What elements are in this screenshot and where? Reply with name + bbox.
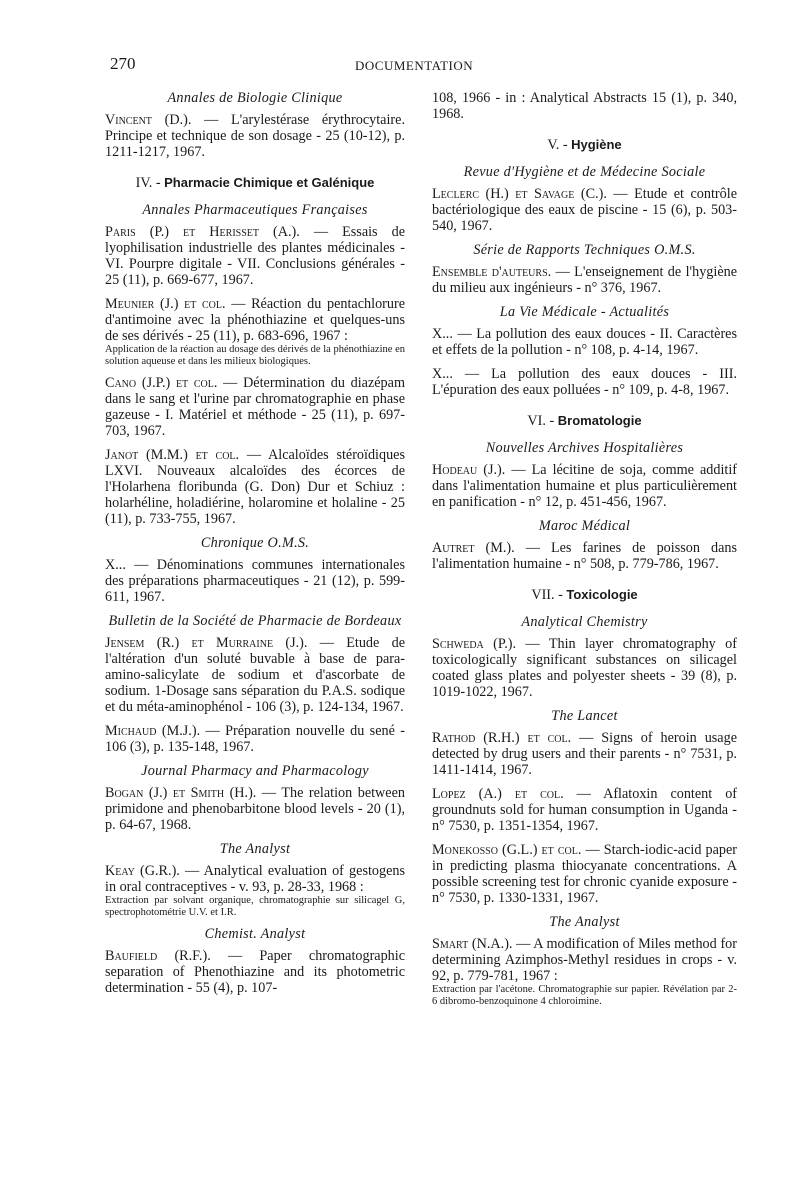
section-number: V. -: [547, 137, 568, 153]
page-number: 270: [110, 54, 136, 73]
section-heading: [432, 136, 737, 154]
bibliography-entry: [105, 447, 405, 527]
entry-author: Vincent (D.).: [105, 112, 192, 128]
entry-body: — Starch-iodic-acid paper in predicting plasma thiocyanate concentrations. A possible screening test for chronic cyanide exposure - n° 7530, p. 1330-1331, 1967.: [432, 842, 737, 906]
entry-body: — L'arylestérase érythrocytaire. Principe et technique de son dosage - 25 (10-12), p. 1211-1217, 1967.: [105, 112, 405, 160]
bibliography-entry: [105, 863, 405, 918]
entry-author: Meunier (J.) et col.: [105, 296, 226, 312]
bibliography-entry: [105, 112, 405, 160]
bibliography-entry: [432, 786, 737, 834]
bibliography-entry: [105, 224, 405, 288]
bibliography-entry: [105, 296, 405, 367]
entry-body: — La lécitine de soja, comme additif dans l'alimentation humaine et plus particulièrement en panification - n° 12, p. 451-456, 1967.: [432, 462, 738, 510]
section-title: Hygiène: [571, 137, 622, 152]
journal-title: Journal Pharmacy and Pharmacology: [141, 763, 369, 779]
entry-body: — Analytical evaluation of gestogens in oral contraceptives - v. 93, p. 28-33, 1968 :: [105, 863, 406, 895]
bibliography-entry: [105, 375, 405, 439]
left-column: [105, 90, 405, 1004]
section-number: VII. -: [531, 587, 563, 603]
bibliography-entry: [432, 540, 737, 572]
entry-body: — Préparation nouvelle du sené - 106 (3), p. 135-148, 1967.: [105, 723, 406, 755]
entry-author: Cano (J.P.) et col.: [105, 375, 218, 391]
entry-body: — Les farines de poisson dans l'alimentation humaine - n° 508, p. 779-786, 1967.: [432, 540, 738, 572]
section-heading: [432, 412, 737, 430]
entry-author: Baufield (R.F.).: [105, 948, 211, 964]
entry-author: X...: [105, 557, 126, 573]
entry-body: — Etude et contrôle bactériologique des eaux de piscine - 15 (6), p. 503-540, 1967.: [432, 186, 737, 234]
bibliography-entry: [432, 326, 737, 358]
entry-body: — Détermination du diazépam dans le sang et l'urine par chromatographie en phase gazeuse - I. Matériel et méthode - 25 (11), p. 697-703, 1967.: [105, 375, 405, 439]
bibliography-entry: [432, 186, 737, 234]
section-title: Bromatologie: [557, 413, 642, 428]
entry-author: Jensem (R.) et Murraine (J.).: [105, 635, 308, 651]
entry-author: Paris (P.) et Herisset (A.).: [105, 224, 300, 240]
bibliography-entry: [105, 557, 405, 605]
entry-author: Rathod (R.H.) et col.: [432, 730, 572, 746]
bibliography-entry: [432, 636, 737, 700]
running-head: DOCUMENTATION: [355, 58, 474, 73]
bibliography-entry: [432, 842, 737, 906]
entry-body: — L'enseignement de l'hygiène du milieu aux ingénieurs - n° 376, 1967.: [432, 264, 738, 296]
entry-author: Hodeau (J.).: [432, 462, 506, 478]
journal-title: The Analyst: [549, 914, 620, 930]
section-title: Pharmacie Chimique et Galénique: [164, 175, 375, 190]
entry-author: Keay (G.R.).: [105, 863, 180, 879]
journal-title: Annales Pharmaceutiques Françaises: [142, 202, 368, 218]
entry-body: — La pollution des eaux douces - III. L'épuration des eaux polluées - n° 109, p. 4-8, 1967.: [432, 366, 737, 398]
bibliography-entry: [105, 723, 405, 755]
entry-author: X...: [432, 326, 453, 342]
journal-title: The Analyst: [219, 841, 291, 857]
entry-body: — A modification of Miles method for determining Azimphos-Methyl residues in crops - v. 92, p. 779-781, 1967 :: [432, 936, 737, 984]
bibliography-entry: [105, 785, 405, 833]
bibliography-entry: [432, 366, 737, 398]
journal-title: Revue d'Hygiène et de Médecine Sociale: [463, 164, 706, 180]
entry-body: — Paper chromatographic separation of Phenothiazine and its photometric determination - 55 (4), p. 107-: [105, 948, 406, 996]
journal-title: La Vie Médicale - Actualités: [499, 304, 670, 320]
section-number: VI. -: [527, 413, 555, 429]
bibliography-entry: [105, 635, 405, 715]
entry-author: Autret (M.).: [432, 540, 515, 556]
journal-title: Chronique O.M.S.: [200, 535, 310, 551]
journal-title: Annales de Biologie Clinique: [167, 90, 343, 106]
entry-author: Smart (N.A.).: [432, 936, 513, 952]
entry-body: — Alcaloïdes stéroïdiques LXVI. Nouveaux alcaloïdes des écorces de l'Holarhena floribunda (G. Don) Dur et Schiuz : holarhéline, holadiérine, holaromine et holaline - 25 (11), p. 733-755, 1967.: [105, 447, 406, 527]
entry-note: Extraction par l'acétone. Chromatographie sur papier. Révélation par 2-6 dibromo-benzoquinone 4 chloroimine.: [432, 984, 737, 1007]
journal-title: Analytical Chemistry: [521, 614, 648, 630]
entry-body: — Essais de lyophilisation industrielle des plantes médicinales - VI. Pourpre digitale - VII. Conclusions générales - 25 (11), p. 669-677, 1967.: [105, 224, 406, 288]
bibliography-entry: [432, 730, 737, 778]
bibliography-entry: [432, 264, 737, 296]
entry-body: — Dénominations communes internationales des préparations pharmaceutiques - 21 (12), p. 599-611, 1967.: [105, 557, 405, 605]
entry-body: — Etude de l'altération d'un soluté buvable à base de para-amino-salicylate de sodium et d'ascorbate de sodium. 1-Dosage sans séparation du P.A.S. sodique et du méta-aminophénol - 106 (3), p. 124-134, 1967.: [105, 635, 406, 715]
entry-author: Janot (M.M.) et col.: [105, 447, 240, 463]
entry-body: — Aflatoxin content of groundnuts sold for human consumption in Uganda - n° 7530, p. 1351-1354, 1967.: [432, 786, 738, 834]
entry-author: Lopez (A.) et col.: [432, 786, 564, 802]
entry-body: — Réaction du pentachlorure d'antimoine avec la phénothiazine et quelques-uns de ses dérivés - 25 (11), p. 683-696, 1967 :: [105, 296, 405, 344]
entry-body: — Signs of heroin usage detected by drug users and their parents - n° 7531, p. 1411-1414, 1967.: [432, 730, 737, 778]
journal-title: Bulletin de la Société de Pharmacie de Bordeaux: [108, 613, 402, 629]
journal-title: Maroc Médical: [538, 518, 631, 534]
bibliography-entry: [105, 948, 405, 996]
section-number: IV. -: [135, 175, 161, 191]
journal-title: Nouvelles Archives Hospitalières: [485, 440, 684, 456]
entry-note: Extraction par solvant organique, chromatographie sur silicagel G, spectrophotométrie U.V. et I.R.: [105, 895, 405, 918]
entry-author: Schweda (P.).: [432, 636, 517, 652]
bibliography-entry: [432, 936, 737, 1007]
citation-continuation: 108, 1966 - in : Analytical Abstracts 15 (1), p. 340, 1968.: [432, 90, 737, 122]
entry-author: X...: [432, 366, 453, 382]
entry-body: — The relation between primidone and phenobarbitone blood levels - 20 (1), p. 64-67, 1968.: [105, 785, 405, 833]
journal-title: Chemist. Analyst: [204, 926, 306, 942]
journal-title: Série de Rapports Techniques O.M.S.: [473, 242, 696, 258]
entry-note: Application de la réaction au dosage des dérivés de la phénothiazine en solution aqueuse et dans les milieux biologiques.: [105, 344, 405, 367]
entry-body: — La pollution des eaux douces - II. Caractères et effets de la pollution - n° 108, p. 4-14, 1967.: [432, 326, 737, 358]
section-heading: [432, 586, 737, 604]
bibliography-entry: [432, 462, 737, 510]
entry-author: Ensemble d'auteurs.: [432, 264, 552, 280]
entry-author: Leclerc (H.) et Savage (C.).: [432, 186, 607, 202]
section-title: Toxicologie: [566, 587, 638, 602]
entry-author: Michaud (M.J.).: [105, 723, 201, 739]
entry-body: — Thin layer chromatography of toxicologically significant substances on silicagel coated glass plates and polyester sheets - 39 (8), p. 1019-1022, 1967.: [432, 636, 737, 700]
entry-author: Bogan (J.) et Smith (H.).: [105, 785, 257, 801]
section-heading: [105, 174, 405, 192]
entry-author: Monekosso (G.L.) et col.: [432, 842, 582, 858]
journal-title: The Lancet: [551, 708, 618, 724]
right-column: [432, 90, 737, 1015]
